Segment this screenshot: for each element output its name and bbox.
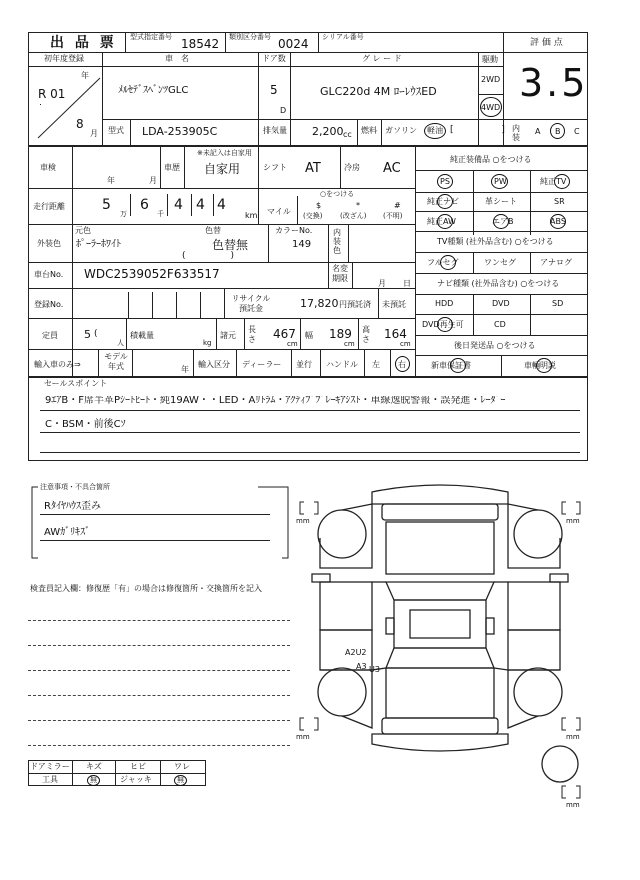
mileage-opt1-sub: (交換): [303, 212, 323, 220]
mileage-digit-3: 4: [174, 197, 183, 213]
fuel-diesel: 軽油: [427, 126, 443, 135]
shaken-label: 車検: [40, 163, 56, 172]
aircon-value: AC: [383, 161, 401, 176]
tv-oneseg: ワンセグ: [484, 258, 516, 267]
mm-rear-left: mm: [296, 733, 310, 741]
interior-a: A: [535, 127, 541, 136]
fuel-label: 燃料: [361, 126, 377, 135]
score-label: 評 価 点: [530, 38, 563, 48]
navi-label: ナビ種類 (社外品含む) ○をつける: [437, 279, 560, 288]
doors-label: ドア数: [262, 54, 286, 63]
first-reg-label: 初年度登録: [44, 54, 84, 63]
fuel-paren: [ ]: [450, 125, 505, 135]
name-change-day: 日: [403, 279, 411, 288]
legend-jack-circle: [174, 775, 187, 786]
length-label: 長さ: [248, 325, 256, 344]
legend-scratch: キズ: [86, 762, 102, 771]
shift-label: シフト: [263, 163, 287, 172]
navi-sd: SD: [552, 299, 564, 308]
interior-label: 内装: [512, 124, 520, 142]
damage-mark-a2u2: A2U2: [345, 648, 367, 657]
legend-tools-value: 無: [90, 776, 97, 784]
opt-tv-circle: [554, 174, 570, 189]
model-label: 型式: [108, 126, 124, 135]
notes-bracket: [30, 483, 292, 560]
opt-sr: SR: [554, 197, 565, 206]
handle-right: 右: [398, 360, 406, 369]
width-value: 189: [329, 327, 352, 341]
mm-front-right: mm: [566, 517, 580, 525]
mileage-opt2: *: [356, 201, 360, 210]
serial-label: シリアル番号: [322, 33, 364, 41]
spec-label: 諸元: [220, 331, 236, 340]
opt-navi-circle: [437, 194, 453, 209]
door-suffix: D: [280, 106, 287, 115]
color-change-value: 色替無: [212, 238, 249, 252]
name-change-month: 月: [378, 279, 386, 288]
length-value: 467: [273, 327, 296, 341]
class-no-label: 類別区分番号: [229, 33, 271, 41]
handle-left: 左: [372, 360, 380, 369]
legend-tools: 工具: [42, 775, 58, 784]
tv-fullseg: フルセグ: [427, 258, 459, 267]
mileage-circle-note: ○をつける: [320, 190, 355, 198]
model-value: LDA-253905C: [142, 125, 218, 138]
width-label: 幅: [305, 331, 313, 340]
sales-label: セールスポイント: [44, 379, 108, 388]
legend-jack-value: 無: [177, 776, 184, 784]
doors-value: 5: [270, 83, 278, 97]
notes-label: 注意事項・不具合箇所: [40, 483, 110, 491]
drive-2wd: 2WD: [481, 75, 501, 84]
drive-label: 駆動: [482, 55, 498, 64]
color-change-paren: ( ): [182, 251, 235, 261]
interior-b-circle: [550, 123, 565, 139]
notes-line-2: AWｶﾞﾘｷｽﾞ: [44, 527, 91, 538]
mileage-label: 走行距離: [33, 202, 65, 211]
model-year-unit: 年: [181, 365, 189, 374]
shaken-year: 年: [107, 176, 115, 185]
history-value: 自家用: [204, 162, 241, 176]
car-name: ﾒﾙｾﾃﾞｽﾍﾞﾝﾂGLC: [118, 85, 189, 96]
import-category-label: 輸入区分: [198, 360, 230, 369]
grade-label: グ レ ー ド: [362, 54, 402, 63]
reg-month: 8: [76, 117, 84, 131]
name-change-label: 名変期限: [332, 264, 348, 283]
mile-label: マイル: [267, 207, 291, 216]
mileage-opt1: $: [316, 201, 322, 210]
score-value: 3.5: [519, 61, 589, 105]
opt-pw-circle: [491, 174, 508, 189]
later-warranty: 新車保証書: [431, 361, 471, 370]
interior-c: C: [574, 127, 580, 136]
type-no-label: 型式指定番号: [130, 33, 172, 41]
recycle-value: 17,820: [300, 297, 339, 310]
import-parallel: 並行: [296, 360, 312, 369]
damage-mark-u3: U3: [369, 665, 380, 674]
later-label: 後日発送品 ○をつける: [454, 341, 536, 350]
shift-value: AT: [305, 161, 321, 176]
mileage-opt3-sub: (不明): [383, 212, 403, 220]
month-unit: 月: [90, 129, 98, 138]
legend-crack: ヒビ: [130, 762, 146, 771]
tv-fullseg-circle: [440, 255, 456, 270]
mileage-sen: 千: [157, 210, 164, 218]
original-color-label: 元色: [75, 226, 91, 235]
later-manual: 車輌明説: [524, 361, 556, 370]
era-year: R 01: [38, 87, 66, 101]
tv-label: TV種類 (社外品含む) ○をつける: [437, 237, 554, 246]
mileage-km: km: [245, 211, 258, 220]
year-unit: 年: [81, 71, 89, 80]
sales-line-2: C・BSM・前後Cｿ: [45, 419, 126, 430]
mileage-opt2-sub: (改ざん): [340, 212, 367, 220]
height-unit: cm: [400, 340, 411, 348]
mm-rear-right: mm: [566, 733, 580, 741]
opt-aw-circle: [437, 214, 453, 229]
opt-airbag: エアB: [492, 217, 514, 226]
model-year-label: モデル年式: [104, 352, 128, 371]
history-label: 車歴: [164, 163, 180, 172]
color-change-label: 色替: [205, 226, 221, 235]
height-value: 164: [384, 327, 407, 341]
later-manual-circle: [536, 358, 552, 373]
mm-front-left: mm: [296, 517, 310, 525]
original-color-value: ﾎﾟｰﾗｰﾎﾜｲﾄ: [76, 239, 121, 250]
navi-dvdplay: DVD再生可: [422, 320, 464, 329]
load-label: 積載量: [130, 331, 154, 340]
interior-color-label: 内装色: [333, 228, 341, 255]
chassis-label: 車台No.: [34, 270, 64, 279]
inspector-label: 検査員記入欄：修復歴「有」の場合は修復箇所・交換箇所を記入: [30, 584, 262, 593]
height-label: 高さ: [362, 325, 370, 344]
mileage-digit-5: 4: [217, 197, 226, 213]
genuine-label: 純正装備品 ○をつける: [450, 155, 532, 164]
tv-analog: アナログ: [540, 258, 572, 267]
load-unit: kg: [203, 339, 212, 347]
navi-dvd: DVD: [492, 299, 510, 308]
mileage-opt3: #: [394, 201, 401, 210]
form-title: 出 品 票: [50, 35, 117, 51]
width-unit: cm: [344, 340, 355, 348]
recycle-label: リサイクル預託金: [231, 294, 271, 313]
mm-spare: mm: [566, 801, 580, 809]
capacity-value: 5: [84, 328, 91, 341]
length-unit: cm: [287, 340, 298, 348]
opt-aw: 純正AW: [427, 217, 456, 226]
grade-value: GLC220d 4M ﾛｰﾚｳｽED: [320, 85, 437, 98]
color-no-label: カラーNo.: [275, 226, 313, 235]
legend-jack: ジャッキ: [120, 775, 152, 784]
opt-airbag-circle: [493, 214, 509, 229]
drive-4wd: 4WD: [481, 103, 501, 112]
capacity-unit: 人: [117, 339, 124, 347]
navi-dvdplay-circle: [437, 317, 453, 332]
opt-tv: 純正TV: [540, 177, 567, 186]
fuel-diesel-circle: [424, 123, 446, 139]
aircon-label: 冷房: [344, 163, 360, 172]
capacity-label: 定員: [42, 331, 58, 340]
legend-break: ワレ: [174, 762, 190, 771]
opt-navi: 純正ナビ: [427, 197, 459, 206]
handle-right-circle: [395, 356, 410, 372]
mileage-digit-4: 4: [196, 197, 205, 213]
drive-4wd-circle: [480, 97, 502, 117]
import-label: 輸入車のみ⇒: [34, 360, 81, 369]
chassis-value: WDC2539052F633517: [84, 267, 220, 281]
import-dealer: ディーラー: [242, 360, 282, 369]
legend-mirror: ドアミラー: [30, 762, 70, 771]
opt-abs-circle: [550, 214, 566, 229]
opt-ps: PS: [440, 177, 450, 186]
color-no-value: 149: [292, 239, 312, 250]
sales-line-1: 9ｴｱB・F席半革Pｼｰﾄﾋｰﾄ・純19AW・・LED・Aﾘﾄﾗﾑ・ｱｸﾃｨﾌﾞﾌﾞﾚｰｷｱｼｽﾄ・車線逸脱警報・誤発進・ﾚｰﾀﾞｰ: [45, 396, 506, 406]
car-diagram: [290, 478, 600, 808]
opt-pw: PW: [494, 177, 507, 186]
type-no: 18542: [181, 37, 220, 51]
class-no: 0024: [278, 37, 309, 51]
opt-abs: ABS: [550, 217, 566, 226]
recycle-suffix: 円預託済: [339, 300, 371, 309]
history-note: ※未記入は自家用: [197, 149, 252, 157]
capacity-paren: (: [94, 329, 98, 339]
car-name-label: 車 名: [165, 54, 189, 63]
navi-cd: CD: [494, 320, 506, 329]
later-warranty-circle: [450, 358, 466, 373]
displacement-label: 排気量: [263, 126, 287, 135]
displacement-value: 2,200: [312, 125, 344, 138]
fuel-gasoline: ガソリン: [385, 126, 417, 135]
cc-unit: cc: [343, 130, 352, 139]
color-label: 外装色: [37, 239, 61, 248]
opt-leather: 革シート: [485, 197, 517, 206]
notes-line-1: Rﾀｲﾔﾊｳｽ歪み: [44, 501, 101, 512]
registration-label: 登録No.: [34, 300, 64, 309]
legend-tools-circle: [87, 775, 100, 786]
damage-mark-a3: A3: [356, 662, 367, 671]
recycle-unpaid: 未預託: [382, 300, 406, 309]
opt-ps-circle: [437, 174, 453, 189]
shaken-month: 月: [149, 176, 157, 185]
mileage-man: 万: [120, 210, 127, 218]
mileage-digit-2: 6: [140, 197, 149, 213]
navi-hdd: HDD: [435, 299, 454, 308]
mileage-digit-1: 5: [102, 197, 111, 213]
handle-label: ハンドル: [326, 360, 358, 369]
interior-b: B: [555, 127, 561, 136]
